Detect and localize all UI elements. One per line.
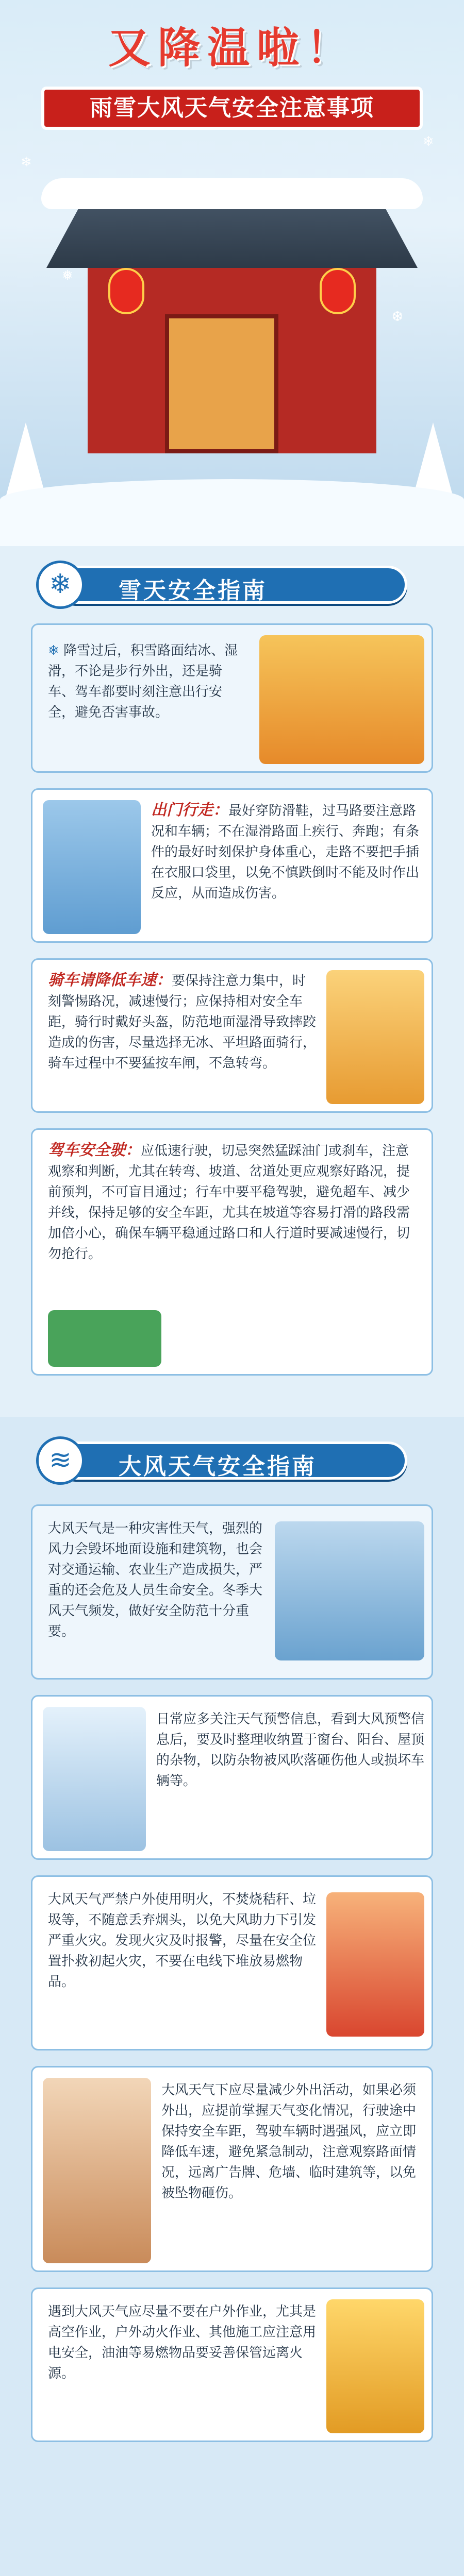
snow-card-driving: 驾车安全驶：应低速行驶，切忌突然猛踩油门或刹车，注意观察和判断，尤其在转弯、坡道、岔道处更应观察好路况，提前预判，不可盲目通过；行车中要平稳驾驶，避免超车、减少并线，保持足够的安全车距，尤其在坡道等容易打滑的路段需加倍小心，确保车辆平稳通过路口和人行道时要减速慢行，切勿抢行。 (31, 1128, 433, 1376)
snowflake-icon: ❄ (21, 155, 32, 170)
page-subtitle: 雨雪大风天气安全注意事项 (41, 87, 423, 130)
snow-section (0, 546, 464, 1417)
snowflake-icon: ❅ (62, 268, 73, 283)
snowflake-icon: ❆ (392, 309, 403, 325)
wind-icon: ≋ (36, 1436, 85, 1485)
umbrella-illustration (259, 635, 424, 764)
snow-card-intro: ❄ 降雪过后，积雪路面结冰、湿滑，不论是步行外出，还是骑车、驾车都要时刻注意出行安全，避免否害事故。 (31, 623, 433, 773)
wind-card-forecast: 日常应多关注天气预警信息，看到大风预警信息后，要及时整理收纳置于窗台、阳台、屋顶的杂物，以防杂物被风吹落砸伤他人或损坏车辆等。 (31, 1695, 433, 1860)
wind-card-travel: 大风天气下应尽量减少外出活动，如果必须外出，应提前掌握天气变化情况，行驶途中保持安全车距，驾驶车辆时遇强风，应立即降低车速，避免紧急制动，注意观察路面情况，远离广告牌、危墙、临时建筑等，以免被坠物砸伤。 (31, 2066, 433, 2272)
window-illustration (43, 1707, 146, 1851)
snowy-building-illustration (77, 185, 387, 453)
wind-card-fire: 大风天气严禁户外使用明火，不焚烧秸秆、垃圾等，不随意丢弃烟头，以免大风助力下引发严重火灾。发现火灾及时报警，尽量在安全位置扑救初起火灾，不要在电线下堆放易燃物品。 (31, 1875, 433, 2050)
car-illustration (48, 1310, 161, 1367)
page-title: 又降温啦！ (108, 23, 356, 73)
snow-ground (0, 479, 464, 556)
lantern-icon (108, 268, 144, 314)
hero-banner (0, 0, 464, 556)
snow-section-header: ❄ 雪天安全指南 (21, 556, 443, 613)
fire-extinguisher-illustration (326, 1892, 424, 2037)
bicycle-illustration (326, 970, 424, 1104)
wind-section-header: ≋ 大风天气安全指南 (21, 1432, 443, 1489)
walking-person-illustration (43, 800, 141, 934)
wind-card-outdoor-work: 遇到大风天气应尽量不要在户外作业，尤其是高空作业，户外动火作业、其他施工应注意用电安全，油油等易燃物品要妥善保管远离火源。 (31, 2287, 433, 2442)
snow-card-cycling: 骑车请降低车速：要保持注意力集中，时刻警惕路况，减速慢行；应保持相对安全车距，骑行时戴好头盔，防范地面湿滑导致摔跤造成的伤害，尽量选择无冰、平坦路面骑行，骑车过程中不要猛按车闸，不急转弯。 (31, 958, 433, 1113)
snowflake-icon: ❄ (423, 134, 434, 149)
construction-worker-illustration (326, 2299, 424, 2433)
snow-card-walking: 出门行走：最好穿防滑鞋，过马路要注意路况和车辆；不在湿滑路面上疾行、奔跑；有条件的最好时刻保护身体重心，走路不要把手插在衣服口袋里，以免不慎跌倒时不能及时作出反应，从而造成伤害。 (31, 788, 433, 943)
wind-storm-illustration (275, 1521, 424, 1660)
wind-section (0, 1417, 464, 2576)
lantern-icon (320, 268, 356, 314)
snowflake-icon: ❄ (36, 561, 85, 609)
wind-card-intro: 大风天气是一种灾害性天气，强烈的风力会毁坏地面设施和建筑物，也会对交通运输、农业生产造成损失，严重的还会危及人员生命安全。冬季大风天气频发，做好安全防范十分重要。 (31, 1504, 433, 1680)
person-in-wind-illustration (43, 2078, 151, 2263)
